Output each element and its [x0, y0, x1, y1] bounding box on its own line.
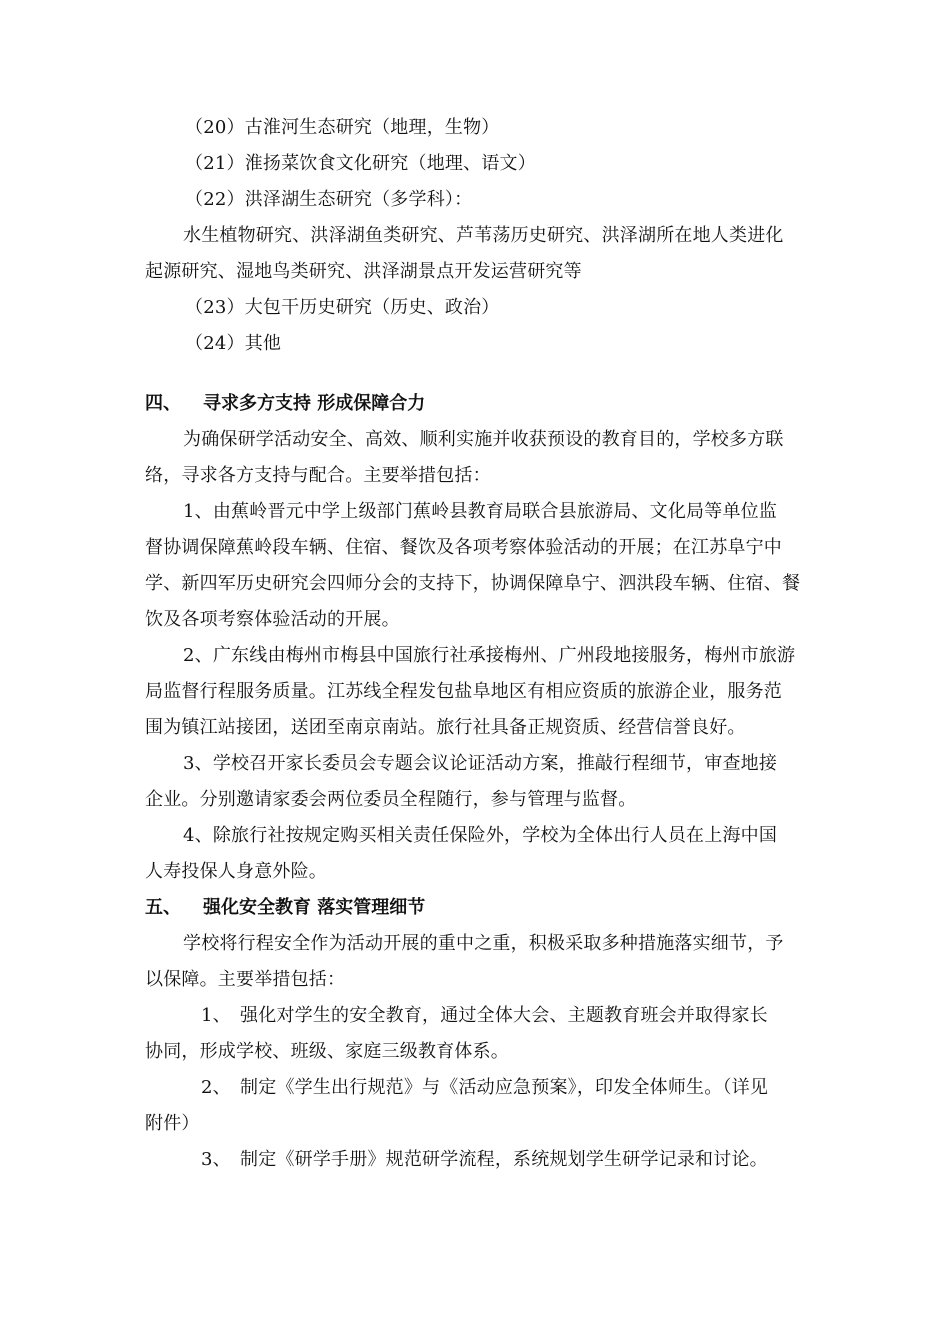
- section-4-p1-line-2: 督协调保障蕉岭段车辆、住宿、餐饮及各项考察体验活动的开展；在江苏阜宁中: [145, 537, 782, 558]
- list-item-22: （22）洪泽湖生态研究（多学科）：: [185, 189, 473, 210]
- list-item-20: （20）古淮河生态研究（地理，生物）: [185, 117, 500, 138]
- section-4-p4-line-2: 人寿投保人身意外险。: [145, 861, 327, 882]
- spacer: [145, 362, 813, 386]
- section-4-p1-line-1: 1、由蕉岭晋元中学上级部门蕉岭县教育局联合县旅游局、文化局等单位监: [183, 501, 778, 522]
- section-5-intro-line-2: 以保障。主要举措包括：: [145, 969, 346, 990]
- section-4-number: 四、: [145, 393, 181, 414]
- section-5-heading: [145, 890, 813, 926]
- section-5-n2-line-2: 附件）: [145, 1113, 200, 1134]
- document-page: [145, 110, 813, 1178]
- section-4-p4-line-1: 4、除旅行社按规定购买相关责任保险外，学校为全体出行人员在上海中国: [183, 825, 778, 846]
- section-4-p3-line-1: 3、学校召开家长委员会专题会议论证活动方案，推敲行程细节，审查地接: [183, 753, 778, 774]
- list-item-22-detail-line-2: 起源研究、湿地鸟类研究、洪泽湖景点开发运营研究等: [145, 261, 582, 282]
- section-4-title: 寻求多方支持 形成保障合力: [203, 393, 426, 414]
- list-item-23: （23）大包干历史研究（历史、政治）: [185, 297, 500, 318]
- section-5-intro-line-1: 学校将行程安全作为活动开展的重中之重，积极采取多种措施落实细节，予: [183, 933, 784, 954]
- list-item-21: （21）淮扬菜饮食文化研究（地理、语文）: [185, 153, 536, 174]
- section-4-intro-line-1: 为确保研学活动安全、高效、顺利实施并收获预设的教育目的，学校多方联: [183, 429, 784, 450]
- list-item-24: （24）其他: [185, 333, 282, 354]
- section-4-p1-line-3: 学、新四军历史研究会四师分会的支持下，协调保障阜宁、泗洪段车辆、住宿、餐: [145, 573, 801, 594]
- section-5-n1-line-2: 协同，形成学校、班级、家庭三级教育体系。: [145, 1041, 509, 1062]
- section-5-title: 强化安全教育 落实管理细节: [203, 897, 426, 918]
- section-5-n2-line-1: 2、 制定《学生出行规范》与《活动应急预案》，印发全体师生。（详见: [201, 1077, 769, 1098]
- section-4-p3-line-2: 企业。分别邀请家委会两位委员全程随行，参与管理与监督。: [145, 789, 637, 810]
- section-4-p2-line-1: 2、广东线由梅州市梅县中国旅行社承接梅州、广州段地接服务，梅州市旅游: [183, 645, 796, 666]
- section-5-number: 五、: [145, 897, 181, 918]
- section-4-intro-line-2: 络，寻求各方支持与配合。主要举措包括：: [145, 465, 491, 486]
- list-item-22-detail-line-1: 水生植物研究、洪泽湖鱼类研究、芦苇荡历史研究、洪泽湖所在地人类进化: [183, 225, 784, 246]
- section-4-p1-line-4: 饮及各项考察体验活动的开展。: [145, 609, 400, 630]
- section-4-heading: [145, 386, 813, 422]
- section-5-n1-line-1: 1、 强化对学生的安全教育，通过全体大会、主题教育班会并取得家长: [201, 1005, 768, 1026]
- section-4-p2-line-2: 局监督行程服务质量。江苏线全程发包盐阜地区有相应资质的旅游企业，服务范: [145, 681, 782, 702]
- section-5-n3-line-1: 3、 制定《研学手册》规范研学流程，系统规划学生研学记录和讨论。: [201, 1149, 768, 1170]
- section-4-p2-line-3: 围为镇江站接团，送团至南京南站。旅行社具备正规资质、经营信誉良好。: [145, 717, 746, 738]
